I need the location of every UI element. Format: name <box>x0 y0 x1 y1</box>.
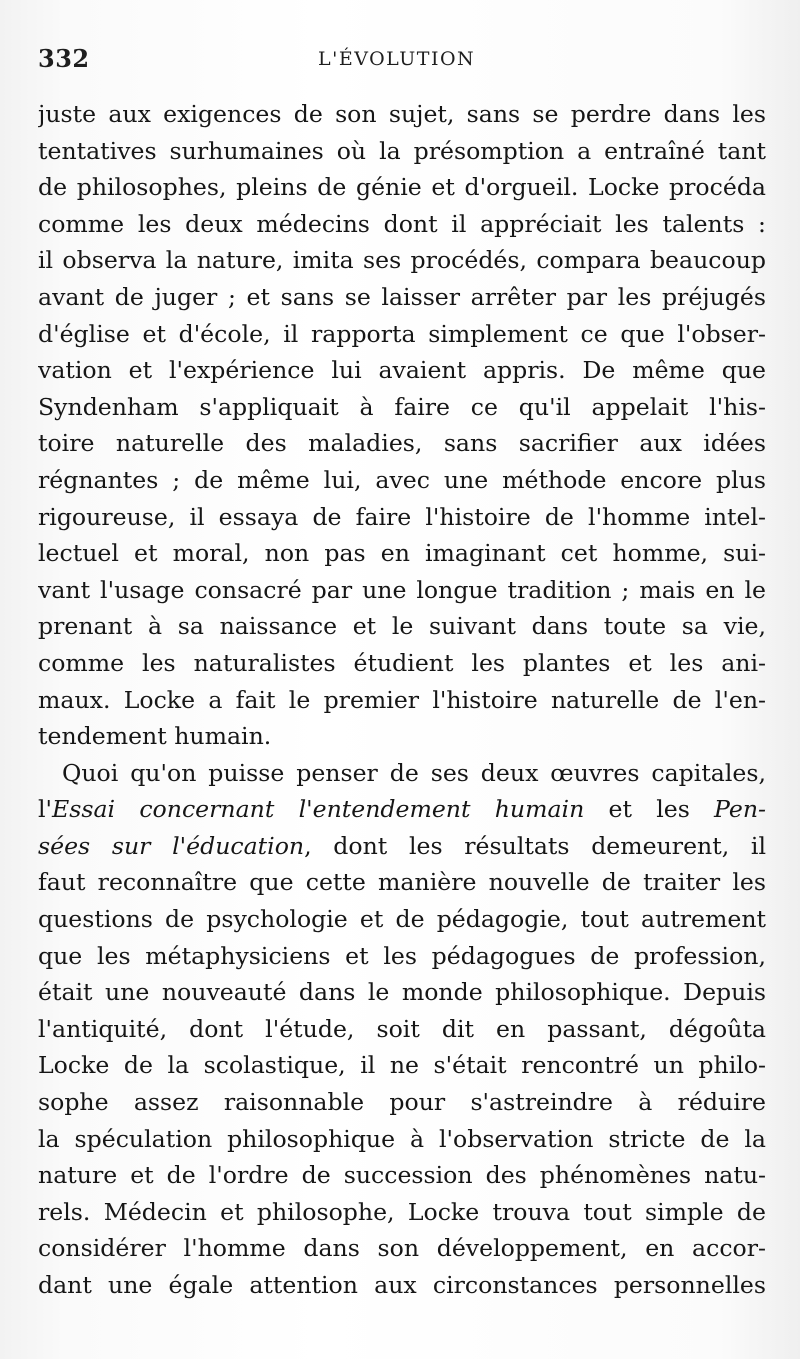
text-line: toire naturelle des maladies, sans sacrifier aux idées <box>38 429 766 458</box>
text-line: lectuel et moral, non pas en imaginant cet homme, sui- <box>38 539 766 568</box>
paragraph-end-line: tendement humain. <box>38 722 272 751</box>
paragraph-start-line: Quoi qu'on puisse penser de ses deux œuvres capitales, <box>62 758 766 787</box>
book-title-pensees-part1: Pen- <box>714 795 766 824</box>
text-line: Locke de la scolastique, il ne s'était rencontré un philo- <box>38 1051 766 1080</box>
text-line: la spéculation philosophique à l'observation stricte de la <box>38 1124 766 1153</box>
text-line-with-title <box>38 828 766 865</box>
book-title-essai: Essai concernant l'entendement humain <box>52 795 585 824</box>
text-line: juste aux exigences de son sujet, sans se perdre dans les <box>38 100 766 128</box>
text-line: questions de psychologie et de pédagogie, tout autrement <box>38 905 766 934</box>
text-line: que les métaphysiciens et les pédagogues de profession, <box>38 941 766 970</box>
book-title-pensees-part2: sées sur l'éducation <box>38 831 305 860</box>
text-line: dant une égale attention aux circonstances personnelles <box>38 1271 766 1299</box>
text-line-with-titles <box>38 791 766 828</box>
text-line: sophe assez raisonnable pour s'astreindre à réduire <box>38 1088 766 1117</box>
text-line: régnantes ; de même lui, avec une méthode encore plus <box>38 465 766 494</box>
text-line: de philosophes, pleins de génie et d'orgueil. Locke procéda <box>38 173 766 202</box>
text-line: tentatives surhumaines où la présomption a entraîné tant <box>38 136 766 165</box>
page-header <box>38 44 760 80</box>
text-line: comme les naturalistes étudient les plantes et les ani- <box>38 648 766 677</box>
text-line: rels. Médecin et philosophe, Locke trouva tout simple de <box>38 1197 766 1226</box>
text-line: nature et de l'ordre de succession des phénomènes natu- <box>38 1161 766 1190</box>
text-line: d'église et d'école, il rapporta simplement ce que l'obser- <box>38 319 766 348</box>
text-line: vant l'usage consacré par une longue tradition ; mais en le <box>38 575 766 604</box>
apostrophe-text: l' <box>38 795 53 824</box>
running-head: L'ÉVOLUTION <box>318 48 476 70</box>
text-line: il observa la nature, imita ses procédés, compara beaucoup <box>38 246 766 275</box>
text-line: avant de juger ; et sans se laisser arrêter par les préjugés <box>38 282 766 311</box>
text-line: considérer l'homme dans son développement, en accor- <box>38 1234 766 1263</box>
text-line: Syndenham s'appliquait à faire ce qu'il appelait l'his- <box>38 392 766 421</box>
text-line: rigoureuse, il essaya de faire l'histoire de l'homme intel- <box>38 502 766 531</box>
text-line: l'antiquité, dont l'étude, soit dit en passant, dégoûta <box>38 1014 766 1043</box>
continuation-text: , dont les résultats demeurent, il <box>304 831 766 860</box>
text-line: était une nouveauté dans le monde philosophique. Depuis <box>38 978 766 1007</box>
body-text <box>38 96 766 1304</box>
connector-text: et les <box>584 795 715 824</box>
text-line: faut reconnaître que cette manière nouvelle de traiter les <box>38 868 766 897</box>
page-number: 332 <box>38 44 90 73</box>
text-line: prenant à sa naissance et le suivant dans toute sa vie, <box>38 612 766 641</box>
text-line: comme les deux médecins dont il appréciait les talents : <box>38 209 766 238</box>
text-line: vation et l'expérience lui avaient appris. De même que <box>38 356 766 385</box>
text-line: maux. Locke a fait le premier l'histoire naturelle de l'en- <box>38 685 766 714</box>
